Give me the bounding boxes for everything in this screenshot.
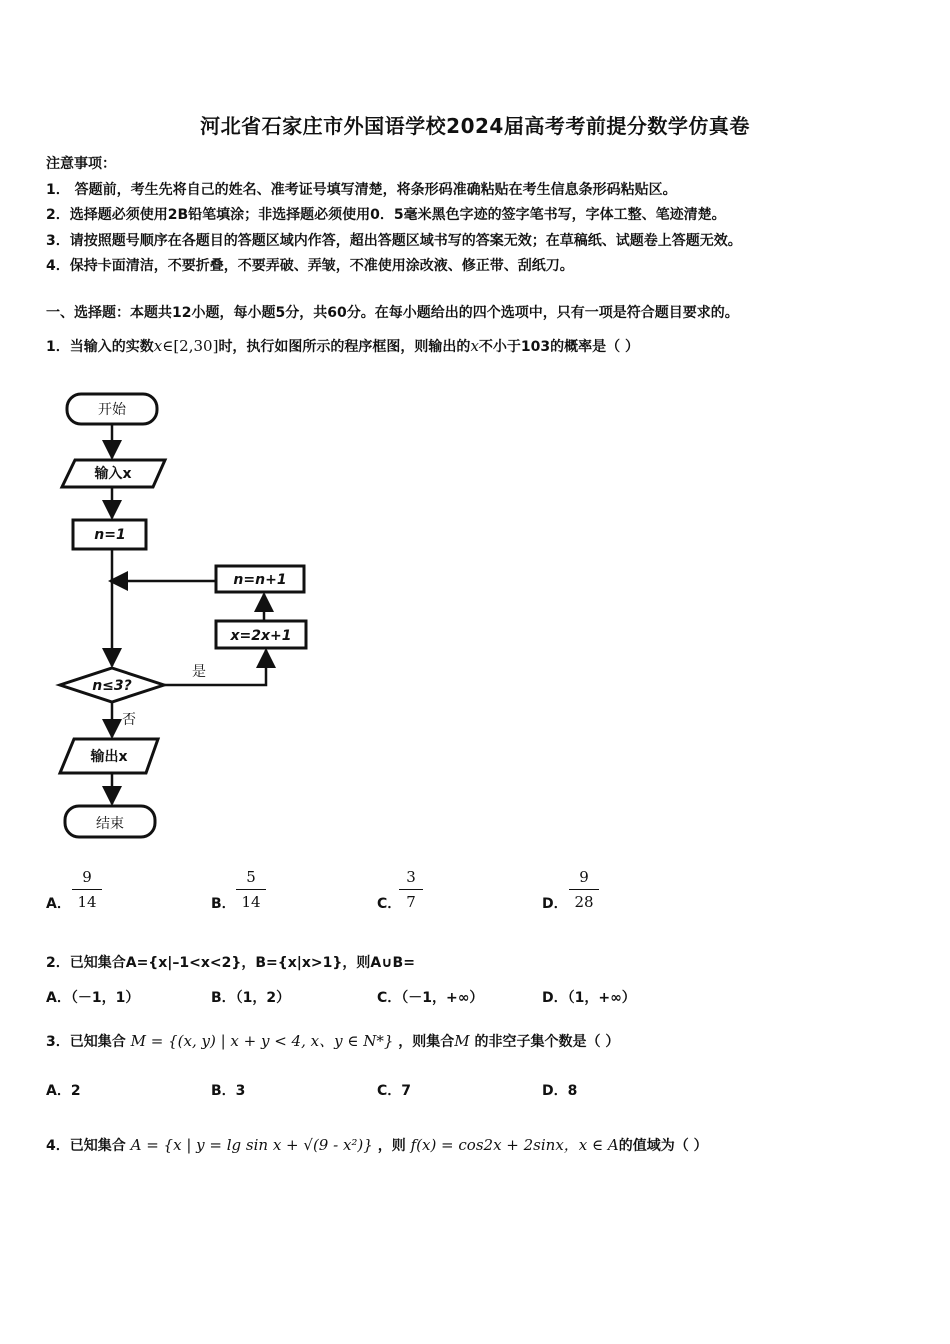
- note-item: 3．请按照题号顺序在各题目的答题区域内作答，超出答题区域书写的答案无效；在草稿纸、试题卷上答题无效。: [46, 232, 742, 249]
- q1-interval: ∈[2,30]: [162, 337, 219, 355]
- q1-option-d-label: D．: [542, 896, 568, 912]
- question-3-stem: [46, 1030, 619, 1051]
- fraction-numerator: 9: [72, 868, 102, 890]
- q1-option-a-fraction: [72, 868, 102, 911]
- q3-option-c: [377, 1080, 411, 1100]
- section-heading: 一、选择题：本题共12小题，每小题5分，共60分。在每小题给出的四个选项中，只有一项是符合题目要求的。: [46, 305, 739, 321]
- q1-mid: 时，执行如图所示的程序框图，则输出的: [218, 339, 471, 355]
- flow-update-text: x=2x+1: [230, 628, 292, 644]
- note-item: 1． 答题前，考生先将自己的姓名、准考证号填写清楚，将条形码准确粘贴在考生信息条形码粘贴区。: [46, 181, 677, 198]
- q3-option-b: [211, 1080, 245, 1100]
- option-label: B．: [211, 1083, 236, 1099]
- q4-func: f(x) = cos2x + 2sinx，x ∈ A: [410, 1136, 619, 1154]
- q3-var: M: [454, 1032, 470, 1050]
- option-label: C．: [377, 990, 402, 1006]
- option-label: B．: [211, 990, 236, 1006]
- fraction-denominator: 7: [406, 893, 416, 911]
- flowchart: [40, 385, 340, 850]
- flow-input-text: 输入x: [94, 466, 132, 482]
- fraction-numerator: 5: [236, 868, 266, 890]
- q3-prefix: 3．已知集合: [46, 1034, 126, 1050]
- question-1-stem: [46, 336, 639, 356]
- q2-option-a: [46, 987, 139, 1007]
- q1-option-d-fraction: [569, 868, 599, 911]
- fraction-numerator: 3: [399, 868, 423, 890]
- q1-option-b-label: B．: [211, 896, 236, 912]
- q2-option-b: [211, 987, 290, 1007]
- flow-start-text: 开始: [98, 402, 126, 418]
- question-2-stem: 2．已知集合A={x|–1<x<2}，B={x|x>1}，则A∪B=: [46, 955, 415, 971]
- option-label: C．: [377, 1083, 402, 1099]
- flow-output-text: 输出x: [90, 749, 128, 765]
- q1-suffix: 不小于103的概率是（ ）: [478, 339, 640, 355]
- option-label: A．: [46, 1083, 71, 1099]
- q4-prefix: 4．已知集合: [46, 1138, 126, 1154]
- option-label: D．: [542, 990, 568, 1006]
- q3-mid: ，则集合: [398, 1034, 455, 1050]
- q1-option-c-fraction: [399, 868, 423, 911]
- q1-prefix: 1．当输入的实数: [46, 339, 154, 355]
- option-text: 7: [401, 1083, 412, 1099]
- q3-set: M = {(x, y) | x + y < 4, x、y ∈ N*}: [130, 1032, 394, 1050]
- option-text: 3: [235, 1083, 246, 1099]
- option-label: D．: [542, 1083, 568, 1099]
- option-text: （1，+∞）: [567, 990, 636, 1006]
- fraction-numerator: 9: [569, 868, 599, 890]
- question-4-stem: [46, 1134, 708, 1155]
- option-text: （1，2）: [235, 990, 291, 1006]
- q2-option-d: [542, 987, 636, 1007]
- q4-suffix: 的值域为（ ）: [618, 1138, 708, 1154]
- option-text: 8: [567, 1083, 578, 1099]
- option-text: （－1，1）: [70, 990, 140, 1006]
- option-label: A．: [46, 990, 71, 1006]
- page-title: 河北省石家庄市外国语学校2024届高考考前提分数学仿真卷: [200, 114, 750, 138]
- q4-mid: ，则: [377, 1138, 406, 1154]
- flow-cond-text: n≤3?: [92, 678, 132, 694]
- notes-block: [46, 152, 742, 280]
- flow-no-label: 否: [122, 712, 136, 728]
- fraction-denominator: 28: [574, 893, 594, 911]
- q1-var: x: [153, 337, 163, 355]
- q3-option-d: [542, 1080, 577, 1100]
- flow-init-text: n=1: [94, 527, 126, 543]
- flow-yes-label: 是: [192, 664, 206, 680]
- note-item: 2．选择题必须使用2B铅笔填涂；非选择题必须使用0．5毫米黑色字迹的签字笔书写，字体工整、笔迹清楚。: [46, 207, 726, 223]
- option-text: （－1，+∞）: [401, 990, 484, 1006]
- flow-arrow: [164, 650, 266, 685]
- q4-set: A = {x | y = lg sin x + √(9 - x²)}: [130, 1136, 373, 1154]
- flow-end-text: 结束: [96, 816, 124, 832]
- q1-option-b-fraction: [236, 868, 266, 911]
- fraction-denominator: 14: [77, 893, 97, 911]
- q2-option-c: [377, 987, 483, 1007]
- q1-option-c-label: C．: [377, 896, 402, 912]
- fraction-denominator: 14: [241, 893, 261, 911]
- flow-incr-text: n=n+1: [233, 572, 287, 588]
- q3-option-a: [46, 1080, 81, 1100]
- q1-option-a-label: A．: [46, 896, 71, 912]
- option-text: 2: [70, 1083, 81, 1099]
- q1-var2: x: [470, 337, 479, 355]
- q3-suffix: 的非空子集个数是（ ）: [474, 1034, 620, 1050]
- note-item: 4．保持卡面清洁，不要折叠，不要弄破、弄皱，不准使用涂改液、修正带、刮纸刀。: [46, 258, 574, 274]
- notes-header: 注意事项：: [46, 156, 116, 172]
